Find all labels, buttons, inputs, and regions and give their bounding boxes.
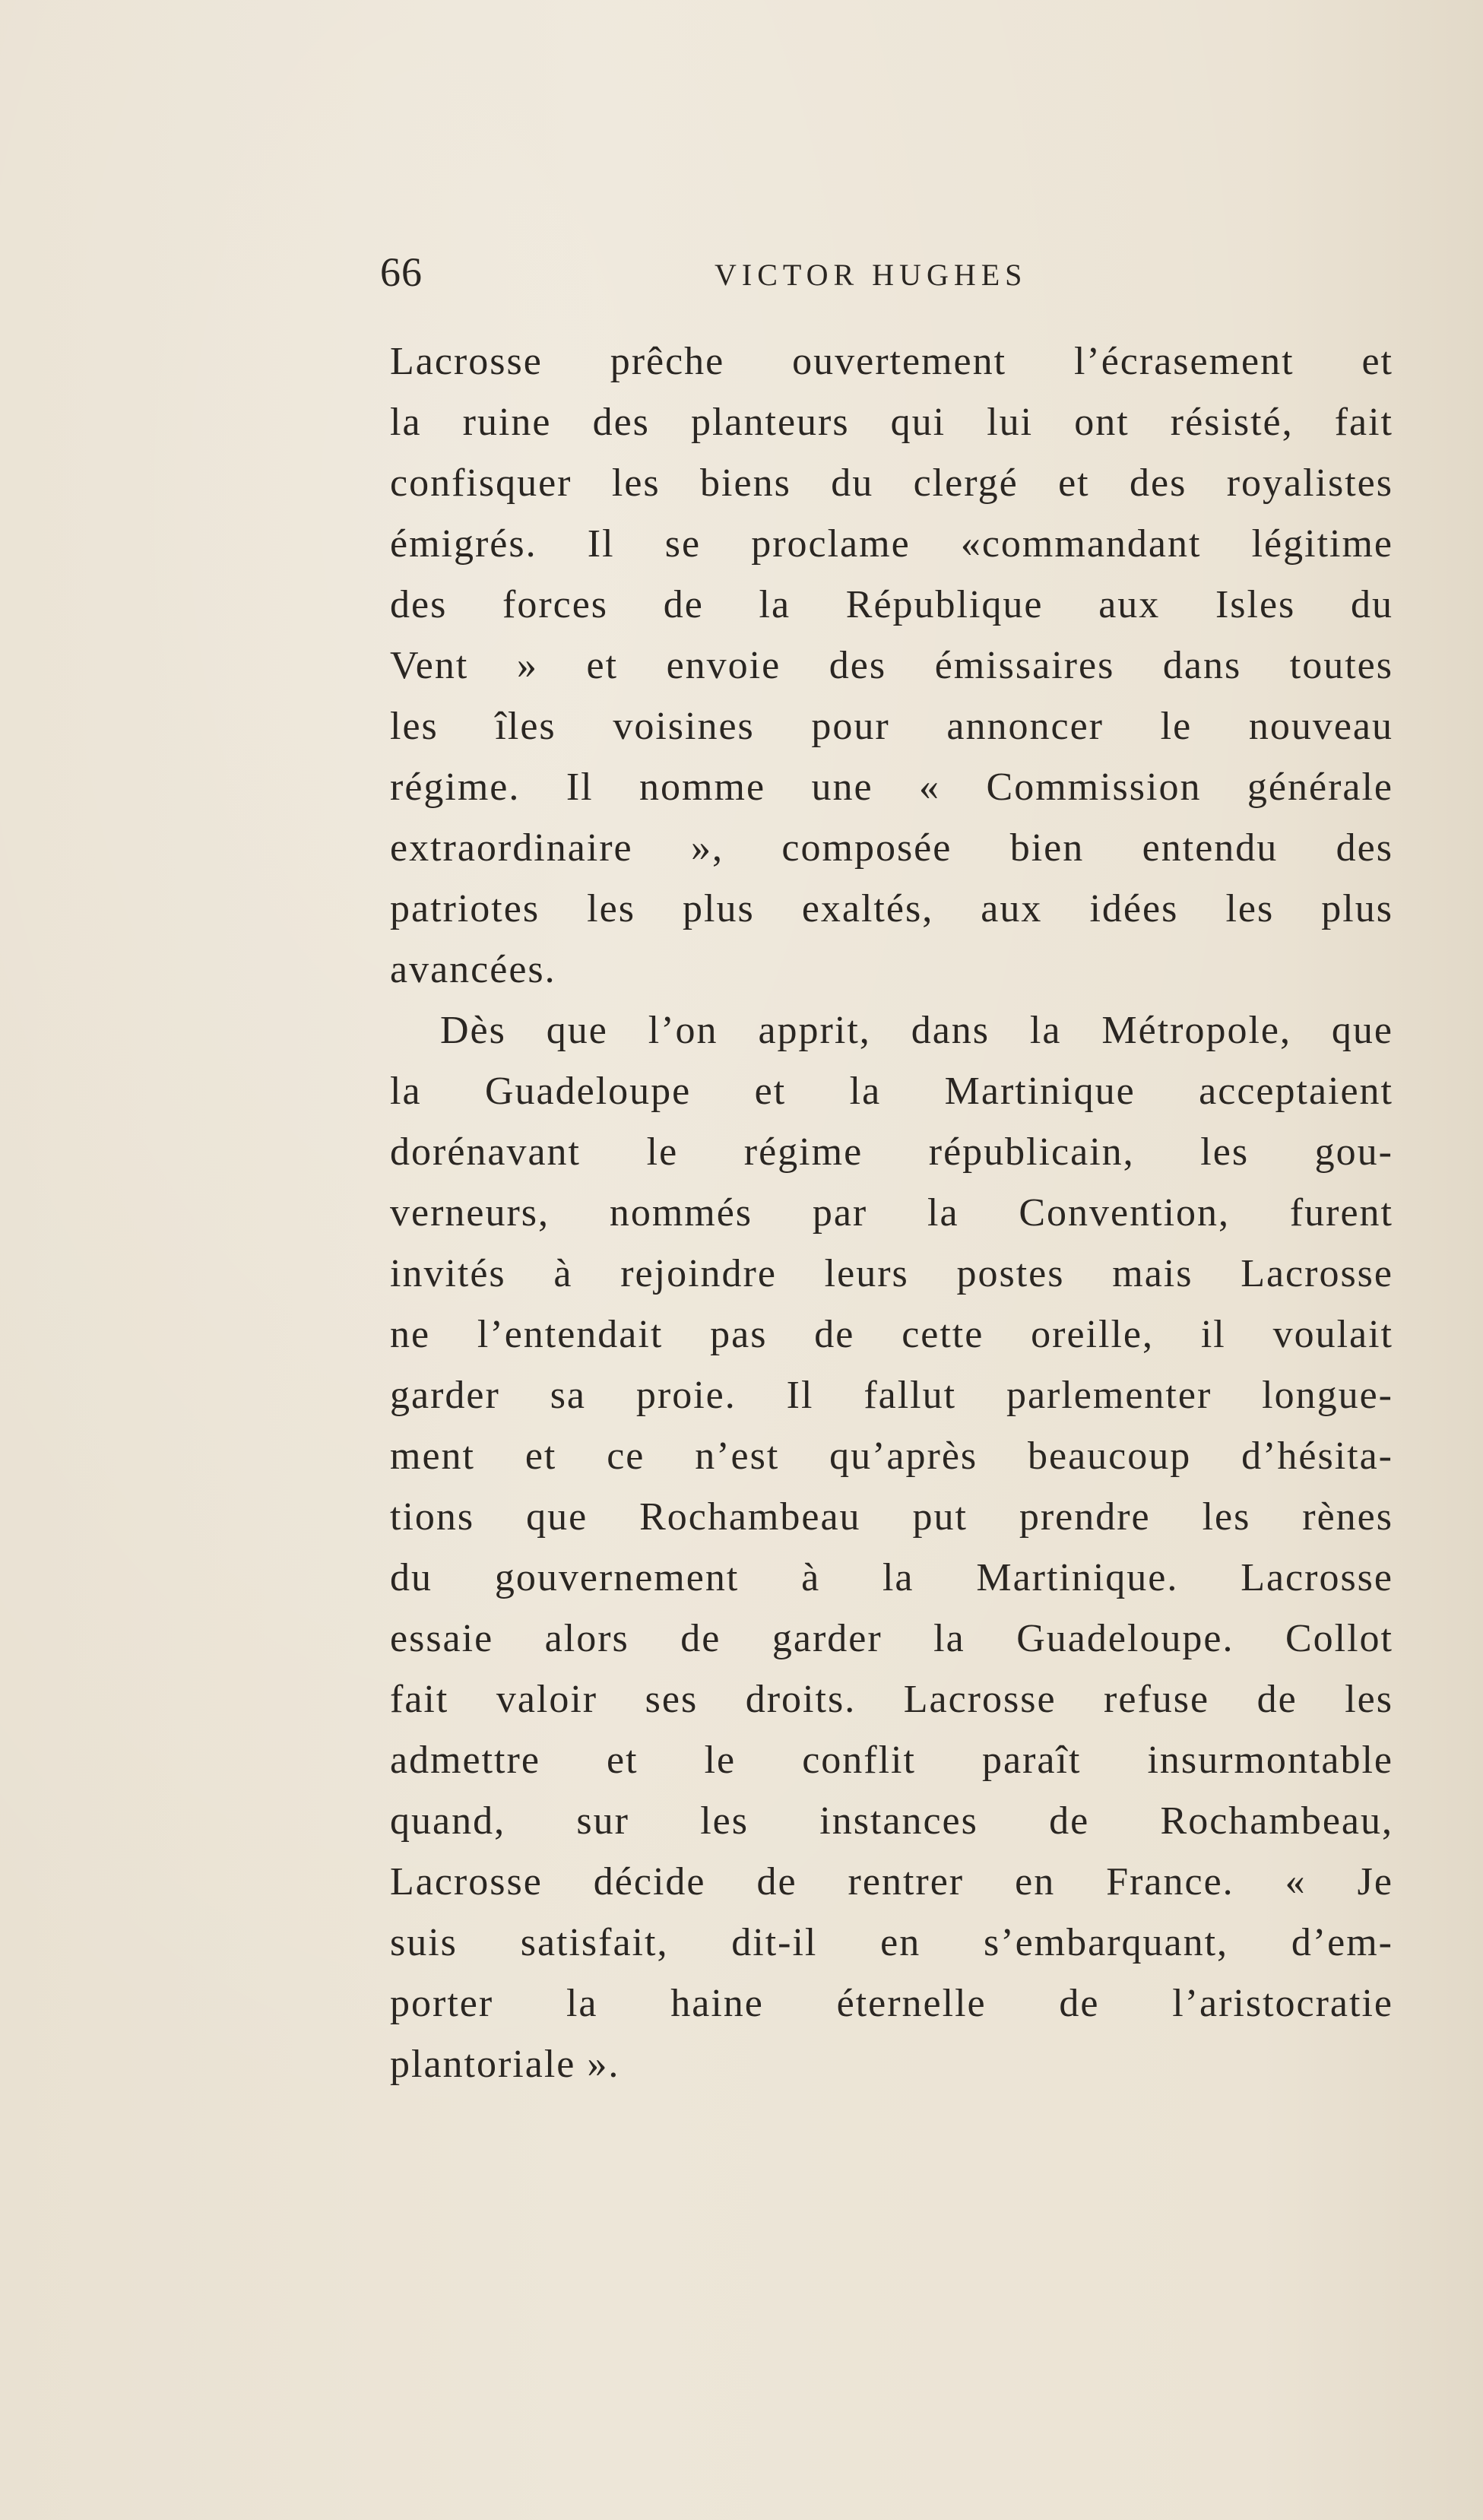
text-line: Dès que l’on apprit, dans la Métropole, que [440,1009,1393,1052]
text-line: confisquer les biens du clergé et des royalistes [390,461,1393,505]
text-line: ne l’entendait pas de cette oreille, il voulait [390,1313,1393,1356]
paragraph [390,331,1393,1000]
text-line: Lacrosse prêche ouvertement l’écrasement et [390,340,1393,383]
paragraph [390,1000,1393,2095]
text-line: garder sa proie. Il fallut parlementer longue- [390,1374,1393,1417]
body-text [390,331,1393,2095]
text-line: verneurs, nommés par la Convention, furent [390,1191,1393,1235]
text-line: Vent » et envoie des émissaires dans toutes [390,644,1393,687]
text-line: avancées. [390,948,556,991]
text-line: la ruine des planteurs qui lui ont résisté, fait [390,401,1393,444]
text-line: extraordinaire », composée bien entendu des [390,826,1393,870]
text-line: plantoriale ». [390,2043,620,2086]
text-line: quand, sur les instances de Rochambeau, [390,1799,1393,1843]
text-line: émigrés. Il se proclame «commandant légitime [390,522,1393,566]
running-title: VICTOR HUGHES [715,258,1028,292]
page-header [380,242,1399,303]
text-line: régime. Il nomme une « Commission générale [390,766,1393,809]
text-line: dorénavant le régime républicain, les gou- [390,1130,1393,1174]
text-line: ment et ce n’est qu’après beaucoup d’hésita- [390,1434,1393,1478]
text-line: fait valoir ses droits. Lacrosse refuse de les [390,1678,1393,1721]
text-line: des forces de la République aux Isles du [390,583,1393,626]
text-line: tions que Rochambeau put prendre les rènes [390,1495,1393,1539]
text-line: invités à rejoindre leurs postes mais Lacrosse [390,1252,1393,1295]
text-line: patriotes les plus exaltés, aux idées les plus [390,887,1393,930]
page-number: 66 [380,249,423,295]
text-line: porter la haine éternelle de l’aristocratie [390,1982,1393,2025]
text-line: suis satisfait, dit-il en s’embarquant, d’em- [390,1921,1393,1964]
text-line: les îles voisines pour annoncer le nouveau [390,705,1393,748]
text-line: la Guadeloupe et la Martinique acceptaient [390,1070,1393,1113]
text-line: essaie alors de garder la Guadeloupe. Collot [390,1617,1393,1660]
text-line: Lacrosse décide de rentrer en France. « Je [390,1860,1393,1903]
text-line: du gouvernement à la Martinique. Lacrosse [390,1556,1393,1599]
text-line: admettre et le conflit paraît insurmontable [390,1739,1393,1782]
